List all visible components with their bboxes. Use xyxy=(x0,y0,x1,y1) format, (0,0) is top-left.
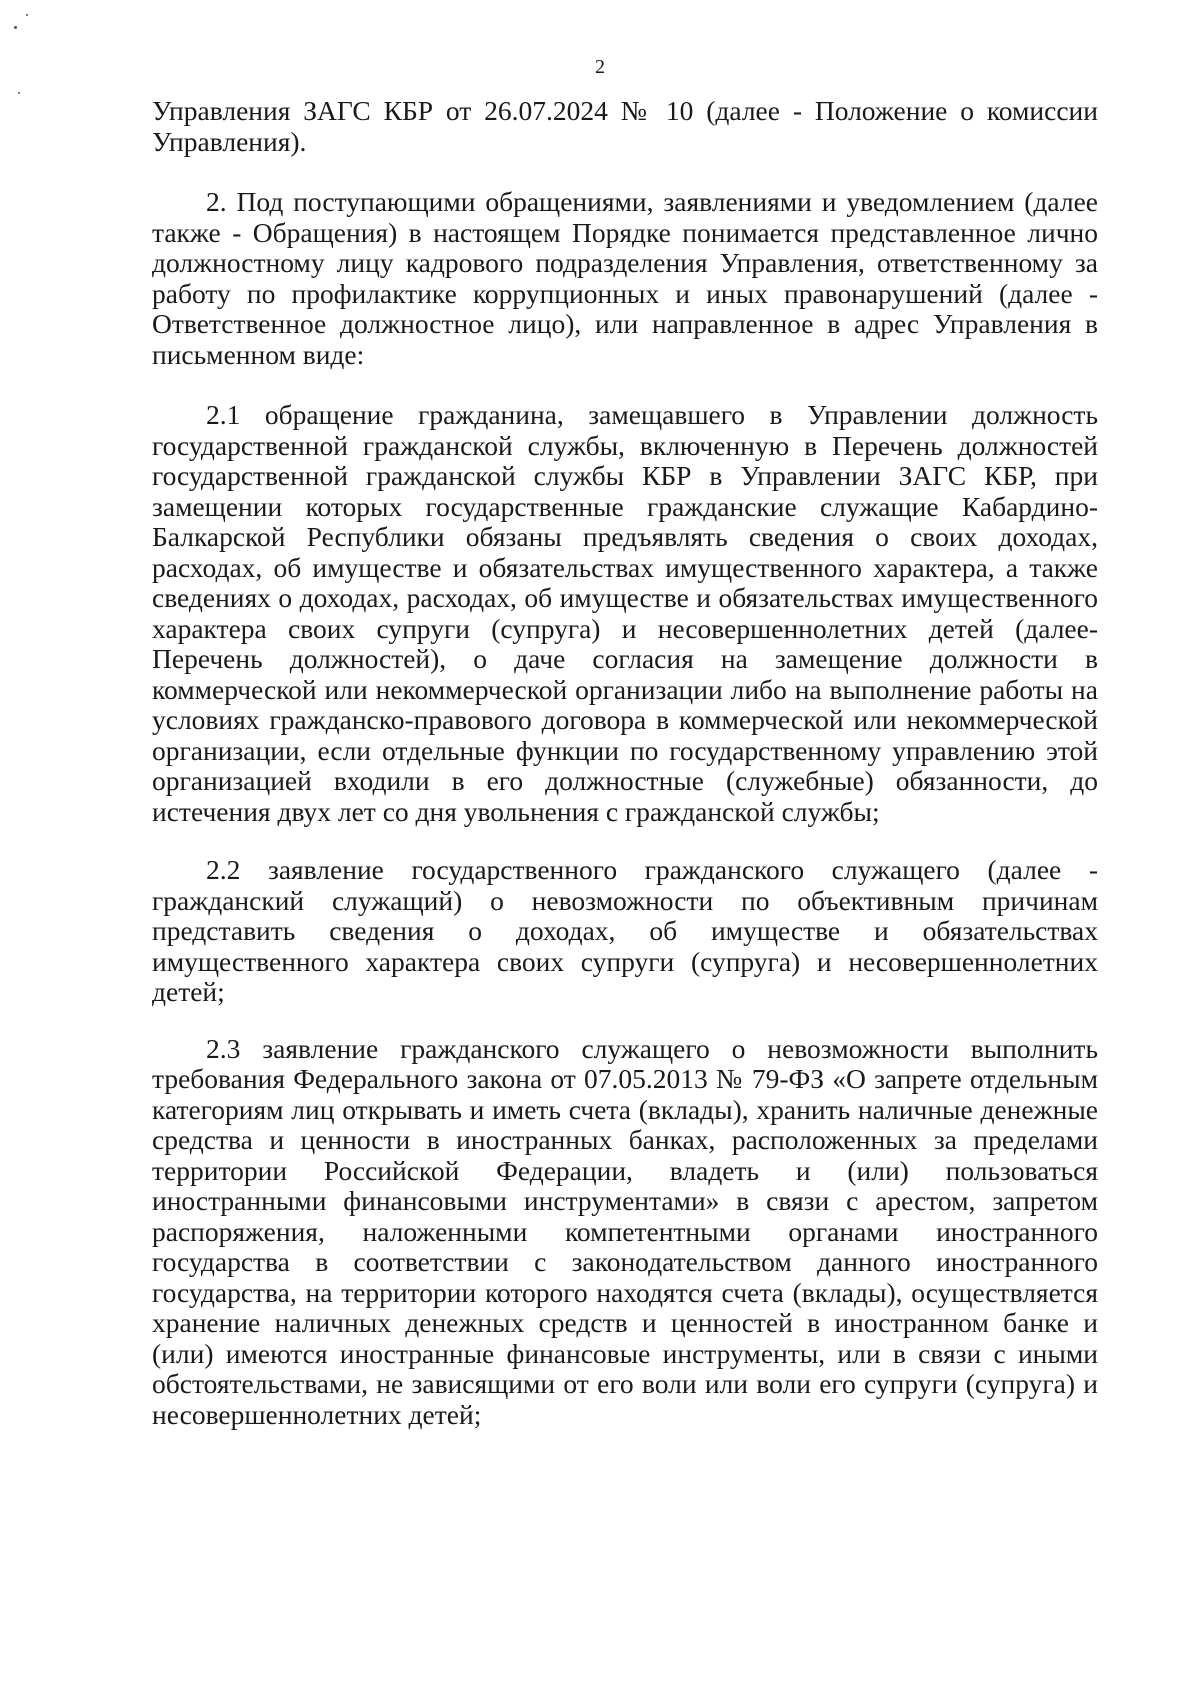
paragraph-2: 2. Под поступающими обращениями, заявлениями и уведомлением (далее также - Обращения) в настоящем Порядке понимается представленное лично должностному лицу кадрового подразделения Управления, ответственному за работу по профилактике коррупционных и иных правонарушений (далее - Ответственное должностное лицо), или направленное в адрес Управления в письменном виде: xyxy=(152,186,1098,370)
scan-speck xyxy=(26,14,28,16)
page-number: 2 xyxy=(595,56,605,78)
paragraph-2-1: 2.1 обращение гражданина, замещавшего в Управлении должность государственной гражданской службы, включенную в Перечень должностей государственной гражданской службы КБР в Управлении ЗАГС КБР, при замещении которых государственные гражданские служащие Кабардино-Балкарской Республики обязаны предъявлять сведения о своих доходах, расходах, об имуществе и обязательствах имущественного характера, а также сведениях о доходах, расходах, об имуществе и обязательствах имущественного характера своих супруги (супруга) и несовершеннолетних детей (далее- Перечень должностей), о даче согласия на замещение должности в коммерческой или некоммерческой организации либо на выполнение работы на условиях гражданско-правового договора в коммерческой или некоммерческой организации, если отдельные функции по государственному управлению этой организацией входили в его должностные (служебные) обязанности, до истечения двух лет со дня увольнения с гражданской службы; xyxy=(152,399,1098,827)
scan-speck xyxy=(14,26,17,29)
paragraph-continuation: Управления ЗАГС КБР от 26.07.2024 № 10 (далее - Положение о комиссии Управления). xyxy=(152,95,1098,157)
document-body xyxy=(152,96,1098,1430)
paragraph-2-3: 2.3 заявление гражданского служащего о невозможности выполнить требования Федерального закона от 07.05.2013 № 79-ФЗ «О запрете отдельным категориям лиц открывать и иметь счета (вклады), хранить наличные денежные средства и ценности в иностранных банках, расположенных за пределами территории Российской Федерации, владеть и (или) пользоваться иностранными финансовыми инструментами» в связи с арестом, запретом распоряжения, наложенными компетентными органами иностранного государства в соответствии с законодательством данного иностранного государства, на территории которого находятся счета (вклады), осуществляется хранение наличных денежных средств и ценностей в иностранном банке и (или) имеются иностранные финансовые инструменты, или в связи с иными обстоятельствами, не зависящими от его воли или воли его супруги (супруга) и несовершеннолетних детей; xyxy=(152,1032,1098,1430)
scan-speck xyxy=(18,92,20,94)
paragraph-2-2: 2.2 заявление государственного гражданского служащего (далее - гражданский служащий) о невозможности по объективным причинам представить сведения о доходах, об имуществе и обязательствах имущественного характера своих супруги (супруга) и несовершеннолетних детей; xyxy=(152,854,1098,1007)
